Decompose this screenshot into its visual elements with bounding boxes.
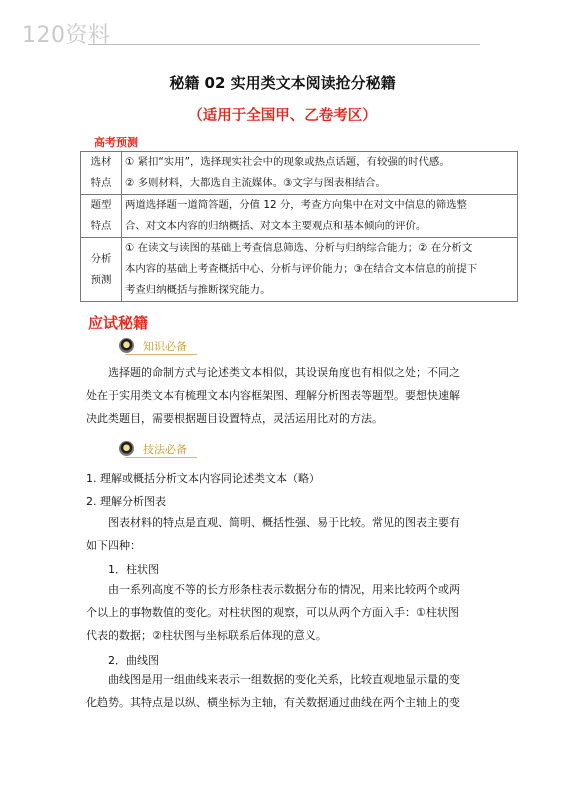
subheading: 2．曲线图 <box>108 654 159 667</box>
badge-label: 知识必备 <box>143 340 187 353</box>
table-row <box>81 238 518 302</box>
row-content: ① 在读文与读图的基础上考查信息筛选、分析与归纳综合能力；② 在分析文 本内容的基础上考查概括中心、分析与评价能力；③在结合文本信息的前提下 考查归纳概括与推断探究能力。 <box>122 238 518 302</box>
prediction-table <box>80 151 518 302</box>
row-content: 两道选择题一道简答题，分值 12 分，考查方向集中在对文中信息的筛选整 合、对文本内容的归纳概括、对文本主要观点和基本倾向的评价。 <box>122 195 518 238</box>
page-subtitle: （适用于全国甲、乙卷考区） <box>188 108 377 124</box>
bullet-icon <box>119 338 134 353</box>
page-title: 秘籍 02 实用类文本阅读抢分秘籍 <box>169 74 396 92</box>
list-item: 2. 理解分析图表 <box>86 495 166 508</box>
header-rule <box>88 44 480 45</box>
table-row <box>81 152 518 195</box>
row-content: ① 紧扣“实用”，选择现实社会中的现象或热点话题，有较强的时代感。 ② 多则材料，大都选自主流媒体。③文字与图表相结合。 <box>122 152 518 195</box>
prediction-label: 高考预测 <box>94 136 138 149</box>
bullet-icon <box>119 441 134 456</box>
row-label: 选材 特点 <box>81 152 122 195</box>
subheading: 1．柱状图 <box>108 563 159 576</box>
table-row <box>81 195 518 238</box>
list-item: 1. 理解或概括分析文本内容同论述类文本（略） <box>86 472 320 485</box>
bar-chart-paragraph: 由一系列高度不等的长方形条柱表示数据分布的情况，用来比较两个或两 个以上的事物数值的变化。对柱状图的观察，可以从两个方面入手：①柱状图 代表的数据；②柱状图与坐标联系后体现的意义。 <box>86 583 460 642</box>
section-title: 应试秘籍 <box>88 314 149 332</box>
chart-intro-paragraph: 图表材料的特点是直观、简明、概括性强、易于比较。常见的图表主要有 如下四种： <box>86 516 460 552</box>
row-label: 分析 预测 <box>81 238 122 302</box>
badge-label: 技法必备 <box>143 443 187 456</box>
curve-chart-paragraph: 曲线图是用一组曲线来表示一组数据的变化关系，比较直观地显示量的变 化趋势。其特点是以纵、横坐标为主轴，有关数据通过曲线在两个主轴上的变 <box>86 673 460 709</box>
badge-underline <box>125 457 197 458</box>
badge-underline <box>125 354 197 355</box>
row-label: 题型 特点 <box>81 195 122 238</box>
watermark: 120资料 <box>22 23 111 48</box>
knowledge-paragraph: 选择题的命制方式与论述类文本相似，其设误角度也有相似之处；不同之 处在于实用类文本有梳理文本内容框架图、理解分析图表等题型。要想快速解 决此类题目，需要根据题目设置特点，灵活运用比对的方法。 <box>86 366 460 425</box>
